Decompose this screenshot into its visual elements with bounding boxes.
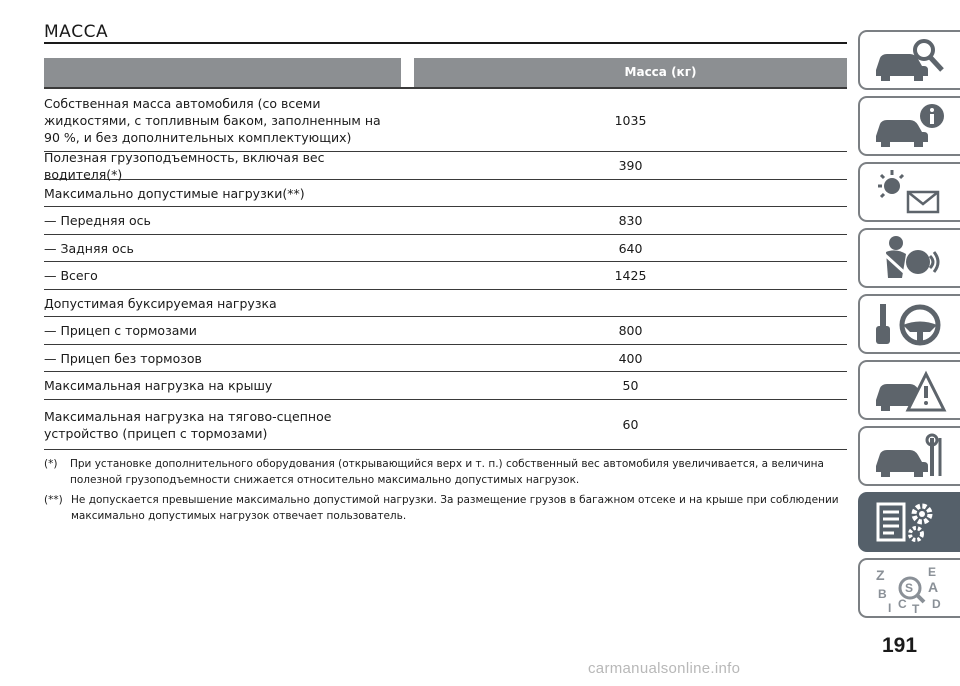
row-value: 1035	[614, 112, 647, 128]
specifications-gear-icon	[872, 498, 948, 548]
row-value: 830	[618, 213, 643, 228]
table-row	[44, 207, 847, 235]
row-label: — Прицеп без тормозов	[44, 350, 202, 366]
footnote	[44, 456, 844, 488]
airbag-safety-icon	[872, 234, 948, 284]
chapter-tab-specifications[interactable]	[858, 492, 960, 552]
alphabetical-index-icon	[872, 564, 948, 614]
index-letter: B	[878, 587, 887, 601]
table-header	[44, 58, 847, 87]
table-row	[44, 262, 847, 290]
row-label: — Прицеп с тормозами	[44, 323, 197, 338]
table-row	[44, 400, 847, 450]
row-label: — Задняя ось	[44, 240, 134, 256]
row-value: 400	[618, 350, 643, 366]
index-letter: T	[912, 602, 920, 614]
row-label: Полезная грузоподъемность, включая вес водителя(*)	[44, 149, 325, 182]
index-letter: A	[928, 579, 939, 595]
row-label: Максимально допустимые нагрузки(**)	[44, 185, 305, 201]
title-divider	[44, 42, 847, 44]
watermark: carmanualsonline.info	[588, 660, 741, 677]
warning-light-message-icon	[872, 168, 948, 218]
section-title: МАССА	[44, 22, 109, 42]
car-search-icon	[872, 36, 948, 86]
header-label-cell	[44, 58, 401, 87]
index-letter: D	[932, 597, 941, 611]
index-letter: I	[888, 601, 892, 614]
row-value: 800	[618, 323, 643, 338]
table-row	[44, 149, 847, 182]
row-label: Максимальная нагрузка на тягово-сцепное устройство (прицеп с тормозами)	[44, 408, 332, 441]
table-row	[44, 345, 847, 372]
row-label: Максимальная нагрузка на крышу	[44, 378, 273, 393]
chapter-tab-info[interactable]	[858, 96, 960, 156]
chapter-tab-instrument-panel[interactable]	[858, 30, 960, 90]
row-label: Собственная масса автомобиля (со всеми жидкостями, с топливным баком, заполненным на 90 %, и без дополнительных комплектующих)	[44, 95, 381, 145]
row-value: 60	[622, 417, 639, 432]
row-value: 640	[618, 240, 643, 256]
index-letter: E	[928, 565, 937, 579]
row-label: Допустимая буксируемая нагрузка	[44, 295, 277, 311]
footnote-mark: (**)	[44, 494, 63, 506]
car-emergency-icon	[872, 366, 948, 416]
table-row	[44, 290, 847, 317]
table-row	[44, 317, 847, 345]
key-steering-wheel-icon	[872, 300, 948, 350]
table-row	[44, 372, 847, 400]
footnote-text: При установке дополнительного оборудования (открывающийся верх и т. п.) собственный вес автомобиля увеличивается, а величина полезной грузоподъемности снижается относительно максимально допустимых нагрузок.	[70, 458, 824, 486]
footnote	[44, 492, 844, 524]
footnote-text: Не допускается превышение максимально допустимой нагрузки. За размещение грузов в багажном отсеке и на крыше при соблюдении максимально допустимых нагрузок отвечает пользователь.	[71, 494, 839, 522]
table-row	[44, 235, 847, 262]
footnotes	[44, 456, 844, 528]
row-label: — Передняя ось	[44, 213, 151, 228]
car-info-icon	[872, 102, 948, 152]
table-row	[44, 180, 847, 207]
row-value: 1425	[614, 268, 647, 283]
index-letter: S	[905, 581, 914, 595]
row-value: 390	[618, 158, 643, 173]
header-value-label: Масса (кг)	[624, 65, 697, 79]
page-number: 191	[882, 634, 918, 657]
chapter-tab-maintenance[interactable]	[858, 426, 960, 486]
chapter-tab-index[interactable]	[858, 558, 960, 618]
footnote-mark: (*)	[44, 458, 58, 470]
index-letter: Z	[876, 567, 885, 583]
chapter-tab-safety[interactable]	[858, 228, 960, 288]
mass-table	[44, 58, 847, 450]
row-label: — Всего	[44, 268, 98, 283]
chapter-tab-starting-driving[interactable]	[858, 294, 960, 354]
car-maintenance-icon	[872, 432, 948, 482]
row-value: 50	[622, 378, 639, 393]
chapter-tab-warning-lights[interactable]	[858, 162, 960, 222]
chapter-tab-emergency[interactable]	[858, 360, 960, 420]
index-letter: C	[898, 597, 907, 611]
header-value-cell	[414, 58, 847, 87]
table-row	[44, 89, 847, 152]
